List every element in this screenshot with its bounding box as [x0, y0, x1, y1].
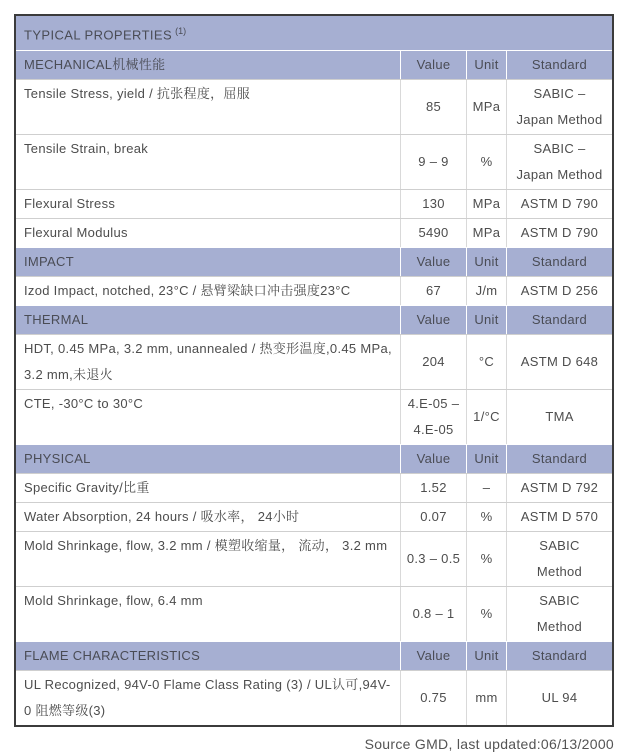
datasheet-page — [0, 14, 628, 753]
property-name: HDT, 0.45 MPa, 3.2 mm, unannealed / 热变形温度,0.45 MPa, 3.2 mm,未退火 — [24, 341, 392, 383]
column-header-value: Value — [400, 51, 466, 79]
typical-properties-table — [14, 14, 614, 727]
property-unit: % — [466, 135, 506, 189]
property-unit: mm — [466, 671, 506, 725]
property-standard: SABIC – Japan Method — [506, 135, 612, 189]
property-standard: ASTM D 790 — [506, 190, 612, 218]
property-name: CTE, -30°C to 30°C — [24, 396, 144, 412]
property-value: 0.75 — [400, 671, 466, 725]
column-header-value: Value — [400, 642, 466, 670]
property-unit: % — [466, 532, 506, 586]
title-footnote-marker: (1) — [175, 26, 187, 36]
property-name: Tensile Stress, yield / 抗张程度，屈服 — [24, 86, 251, 102]
property-row-ul-recognized — [16, 670, 612, 725]
property-unit: % — [466, 587, 506, 641]
property-standard: ASTM D 570 — [506, 503, 612, 531]
property-value: 0.3 – 0.5 — [400, 532, 466, 586]
section-label: PHYSICAL — [16, 445, 400, 473]
column-header-standard: Standard — [506, 248, 612, 276]
property-name: UL Recognized, 94V-0 Flame Class Rating (3) / UL认可,94V-0 阻燃等级(3) — [24, 677, 391, 719]
property-unit: °C — [466, 335, 506, 389]
column-header-standard: Standard — [506, 51, 612, 79]
property-unit: MPa — [466, 80, 506, 134]
property-unit: MPa — [466, 190, 506, 218]
property-standard: UL 94 — [506, 671, 612, 725]
property-unit: – — [466, 474, 506, 502]
column-header-standard: Standard — [506, 306, 612, 334]
column-header-value: Value — [400, 248, 466, 276]
column-header-unit: Unit — [466, 248, 506, 276]
property-name: Tensile Strain, break — [24, 141, 149, 157]
section-header-flame-characteristics — [16, 641, 612, 670]
property-standard: ASTM D 790 — [506, 219, 612, 247]
column-header-value: Value — [400, 306, 466, 334]
section-header-thermal — [16, 305, 612, 334]
property-value: 204 — [400, 335, 466, 389]
source-note: Source GMD, last updated:06/13/2000 — [364, 736, 614, 753]
property-row-flexural-stress — [16, 189, 612, 218]
property-row-tensile-strain — [16, 134, 612, 189]
property-row-mold-shrinkage-32 — [16, 531, 612, 586]
property-value: 5490 — [400, 219, 466, 247]
property-unit: % — [466, 503, 506, 531]
table-title-text: TYPICAL PROPERTIES — [24, 27, 173, 43]
column-header-standard: Standard — [506, 445, 612, 473]
section-label: FLAME CHARACTERISTICS — [16, 642, 400, 670]
property-value: 0.8 – 1 — [400, 587, 466, 641]
column-header-unit: Unit — [466, 306, 506, 334]
section-label: MECHANICAL机械性能 — [16, 51, 400, 79]
section-label: THERMAL — [16, 306, 400, 334]
property-standard: SABIC Method — [506, 532, 612, 586]
property-value: 0.07 — [400, 503, 466, 531]
property-name: Flexural Stress — [24, 196, 116, 212]
property-value: 85 — [400, 80, 466, 134]
property-row-cte — [16, 389, 612, 444]
property-row-water-absorption — [16, 502, 612, 531]
column-header-value: Value — [400, 445, 466, 473]
property-name: Izod Impact, notched, 23°C / 悬臂梁缺口冲击强度23°C — [24, 283, 351, 299]
property-row-specific-gravity — [16, 473, 612, 502]
property-unit: MPa — [466, 219, 506, 247]
property-standard: ASTM D 792 — [506, 474, 612, 502]
column-header-unit: Unit — [466, 445, 506, 473]
property-value: 67 — [400, 277, 466, 305]
column-header-standard: Standard — [506, 642, 612, 670]
property-unit: 1/°C — [466, 390, 506, 444]
property-name: Specific Gravity/比重 — [24, 480, 150, 496]
property-standard: SABIC – Japan Method — [506, 80, 612, 134]
table-title — [16, 16, 612, 50]
property-value: 4.E-05 – 4.E-05 — [400, 390, 466, 444]
property-row-hdt — [16, 334, 612, 389]
property-name: Flexural Modulus — [24, 225, 128, 241]
table-title-bar — [16, 16, 612, 50]
property-standard: SABIC Method — [506, 587, 612, 641]
property-unit: J/m — [466, 277, 506, 305]
property-row-mold-shrinkage-64 — [16, 586, 612, 641]
property-value: 9 – 9 — [400, 135, 466, 189]
section-header-impact — [16, 247, 612, 276]
property-standard: TMA — [506, 390, 612, 444]
column-header-unit: Unit — [466, 642, 506, 670]
property-standard: ASTM D 648 — [506, 335, 612, 389]
property-row-tensile-stress — [16, 79, 612, 134]
property-standard: ASTM D 256 — [506, 277, 612, 305]
property-name: Mold Shrinkage, flow, 6.4 mm — [24, 593, 203, 609]
section-header-physical — [16, 444, 612, 473]
property-name: Mold Shrinkage, flow, 3.2 mm / 模塑收缩量， 流动， 3.2 mm — [24, 538, 388, 554]
property-row-flexural-modulus — [16, 218, 612, 247]
property-row-izod-impact — [16, 276, 612, 305]
property-value: 1.52 — [400, 474, 466, 502]
property-name: Water Absorption, 24 hours / 吸水率， 24小时 — [24, 509, 300, 525]
section-header-mechanical — [16, 50, 612, 79]
column-header-unit: Unit — [466, 51, 506, 79]
section-label: IMPACT — [16, 248, 400, 276]
property-value: 130 — [400, 190, 466, 218]
